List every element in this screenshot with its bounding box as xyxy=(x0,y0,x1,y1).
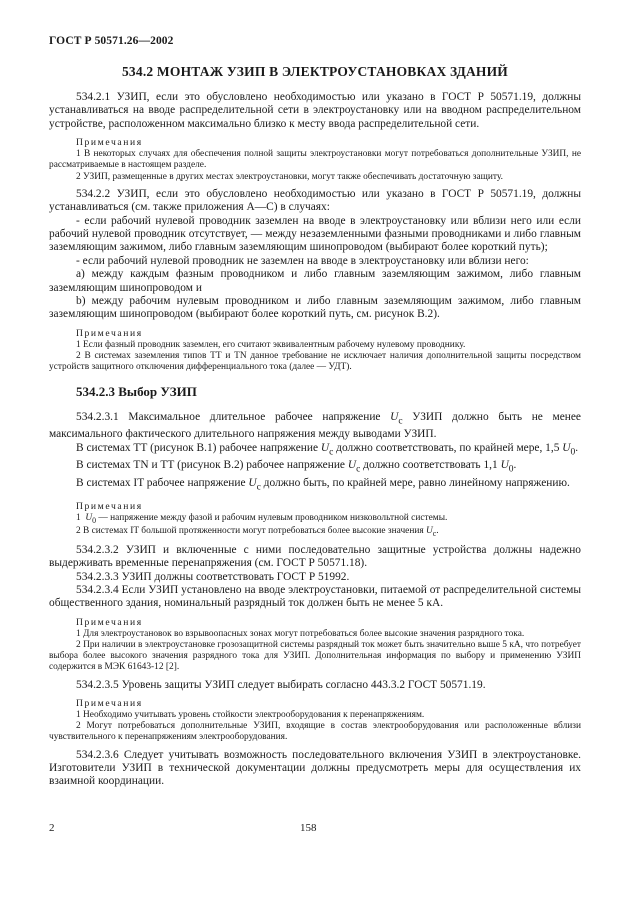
notes-block-4 xyxy=(49,617,581,674)
symbol: U xyxy=(85,512,93,523)
notes-block-3 xyxy=(49,501,581,539)
text-run: УЗИП должно быть не менее максимального фактического длительного напряжения между выводами УЗИП. xyxy=(49,410,581,441)
subscript: c xyxy=(432,528,437,538)
subscript: c xyxy=(256,482,261,493)
clause-text xyxy=(49,477,581,495)
clause-534-2-1: 534.2.1 УЗИП, если это обусловлено необходимостью или указано в ГОСТ Р 50571.19, должны устанавливаться на вводе распределительной сети в электроустановку или на вводном распределительном устройстве, расположенном максимально близко к месту ввода распределительной сети. xyxy=(49,91,581,130)
list-item: - если рабочий нулевой проводник заземлен на вводе в электроустановку или вблизи него или если рабочий нулевой проводник отсутствует, — между незаземленными фазными проводниками и либо главным заземляющим зажимом, либо главным заземляющим шинопроводом (выбирают более короткий путь); xyxy=(49,214,581,254)
notes-title: Примечания xyxy=(76,500,143,512)
clause-534-2-3-2: 534.2.3.2 УЗИП и включенные с ними последовательно защитные устройства должны надежно выдерживать временные перенапряжения (см. ГОСТ Р 50571.18). xyxy=(49,543,581,570)
clause-534-2-3-4: 534.2.3.4 Если УЗИП установлено на вводе электроустановки, питаемой от распределительной системы общественного здания, номинальный разрядный ток должен быть не менее 5 кА. xyxy=(49,584,582,610)
page-content xyxy=(49,64,581,789)
clause-534-2-3-1 xyxy=(49,411,581,442)
notes-title: Примечания xyxy=(76,327,143,339)
symbol: U xyxy=(248,476,257,489)
subscript: c xyxy=(356,464,361,475)
notes-block-2 xyxy=(49,328,581,374)
page-header: ГОСТ Р 50571.26—2002 xyxy=(49,35,174,47)
list-item: - если рабочий нулевой проводник не заземлен на вводе в электроустановку или вблизи него: xyxy=(76,254,529,267)
text-run: должно быть, по крайней мере, равно линейному напряжению. xyxy=(260,476,570,489)
section-heading: 534.2 МОНТАЖ УЗИП В ЭЛЕКТРОУСТАНОВКАХ ЗДАНИЙ xyxy=(121,64,509,79)
symbol: U xyxy=(347,459,357,472)
text-run: должно соответствовать, по крайней мере, 1,5 xyxy=(333,441,563,454)
clause-text xyxy=(49,442,581,460)
list-item: а) между каждым фазным проводником и либо главным заземляющим зажимом, либо главным заземляющим шинопроводом и xyxy=(49,268,581,294)
list-item: b) между рабочим нулевым проводником и либо главным заземляющим зажимом, либо главным заземляющим шинопроводом (выбирают более короткий путь, см. рисунок В.2). xyxy=(49,295,581,321)
text-run: должно соответствовать 1,1 xyxy=(360,459,501,472)
text-run: В системах ТТ (рисунок В.1) рабочее напряжение xyxy=(76,441,321,454)
text-run: . xyxy=(436,525,439,536)
clause-534-2-3-5: 534.2.3.5 Уровень защиты УЗИП следует выбирать согласно 443.3.2 ГОСТ 50571.19. xyxy=(76,678,486,691)
notes-block-5 xyxy=(49,698,581,744)
subscript: 0 xyxy=(508,464,514,475)
subscript: c xyxy=(398,415,403,426)
text-run: 534.2.3.1 Максимальное длительное рабочее напряжение xyxy=(76,410,391,423)
note-item: 1 Необходимо учитывать уровень стойкости электрооборудования к перенапряжениям. xyxy=(76,710,425,721)
symbol: U xyxy=(320,441,330,454)
note-item: 1 В некоторых случаях для обеспечения полной защиты электроустановки могут потребоваться дополнительные УЗИП, не рассматриваемые в настоящем разделе. xyxy=(49,149,581,171)
symbol: U xyxy=(562,441,571,454)
note-item: 2 УЗИП, размещенные в других местах электроустановки, могут также обеспечивать достаточную защиту. xyxy=(76,171,503,182)
clause-text xyxy=(49,459,581,477)
text-run: 2 В системах IT большой протяженности могут потребоваться более высокие значения xyxy=(76,525,427,536)
note-item: 1 Для электроустановок во взрывоопасных зонах могут потребоваться более высокие значения разрядного тока. xyxy=(76,628,525,639)
notes-title: Примечания xyxy=(76,616,143,628)
page-number-center: 158 xyxy=(300,822,317,834)
clause-534-2-2: 534.2.2 УЗИП, если это обусловлено необходимостью или указано в ГОСТ Р 50571.19, должны устанавливаться (см. также приложения А—С) в случаях: xyxy=(49,187,581,214)
symbol: U xyxy=(500,459,509,472)
text-run: В системах TN и ТТ (рисунок В.2) рабочее напряжение xyxy=(76,459,348,472)
clause-534-2-3-6: 534.2.3.6 Следует учитывать возможность последовательного включения УЗИП в электроустановке. Изготовители УЗИП в технической документации должны предусмотреть меры для осуществления их взаимной координации. xyxy=(49,748,581,788)
subscript: c xyxy=(329,446,334,457)
subsection-heading: 534.2.3 Выбор УЗИП xyxy=(76,383,197,399)
clause-534-2-3-3: 534.2.3.3 УЗИП должны соответствовать ГОСТ Р 51992. xyxy=(76,570,350,583)
text-run: — напряжение между фазой и рабочим нулевым проводником низковольтной системы. xyxy=(96,512,448,523)
subscript: 0 xyxy=(92,515,97,525)
text-run: В системах IT рабочее напряжение xyxy=(76,476,249,489)
page-number-left: 2 xyxy=(49,822,55,834)
note-item: 2 В системах заземления типов ТТ и TN данное требование не исключает наличия дополнительной защиты посредством устройств защитного отключения дифференциального тока (далее — УДТ). xyxy=(49,351,581,373)
text-run: . xyxy=(575,441,579,454)
symbol: U xyxy=(426,525,433,536)
notes-title: Примечания xyxy=(76,137,143,149)
note-item: 1 Если фазный проводник заземлен, его считают эквивалентным рабочему нулевому проводнику. xyxy=(76,339,466,350)
notes-title: Примечания xyxy=(76,698,143,710)
note-item: 2 Могут потребоваться дополнительные УЗИП, входящие в состав электрооборудования или расположенные вблизи чувствительного к перенапряжениям электрооборудования. xyxy=(49,721,581,743)
text-run: . xyxy=(513,459,517,472)
note-number: 1 xyxy=(76,512,81,523)
note-item xyxy=(49,513,581,526)
note-item: 2 При наличии в электроустановке грозозащитной системы разрядный ток может быть значительно выше 5 кА, что потребует выбора более высокого значения разрядного тока для УЗИП. Дополнительная информация по выбору и применению УЗИП содержится в МЭК 61643-12 [2]. xyxy=(49,640,581,673)
subscript: 0 xyxy=(570,446,576,457)
notes-block-1 xyxy=(49,137,581,183)
note-item xyxy=(49,526,581,539)
symbol: U xyxy=(390,410,399,423)
